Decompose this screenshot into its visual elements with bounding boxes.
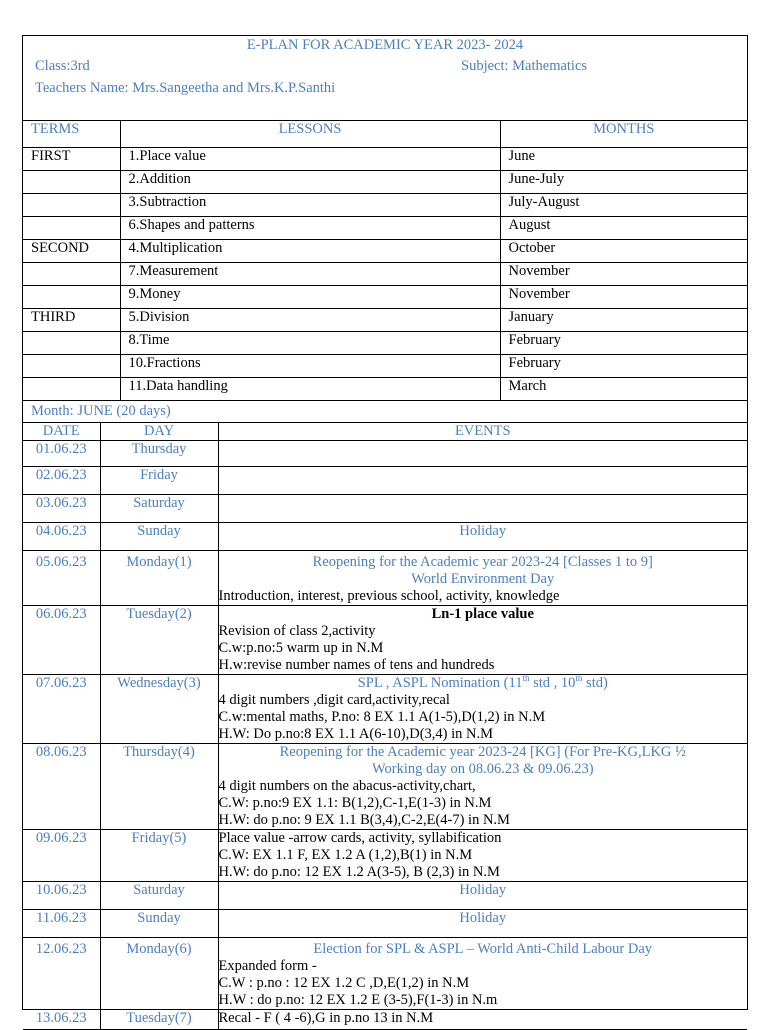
event-line: Expanded form - <box>218 958 317 974</box>
event-line: 4 digit numbers ,digit card,activity,recal <box>218 692 450 708</box>
table-row <box>23 217 747 240</box>
events-cell <box>218 495 747 523</box>
events-cell <box>218 1010 747 1030</box>
month-row <box>23 401 747 423</box>
event-line: H.W : do p.no: 12 EX 1.2 E (3-5),F(1-3) in N.m <box>218 992 498 1008</box>
date-cell: 05.06.23 <box>23 551 100 606</box>
event-title: Election for SPL & ASPL – World Anti-Child Labour Day <box>313 941 653 957</box>
month-cell: June <box>500 148 747 171</box>
date-cell: 04.06.23 <box>23 523 100 551</box>
day-cell: Monday(1) <box>100 551 218 606</box>
event-title <box>219 675 748 692</box>
header-day: DAY <box>100 423 218 441</box>
term-cell <box>23 171 120 194</box>
lesson-cell: 6.Shapes and patterns <box>120 217 500 240</box>
lesson-heading: Ln-1 place value <box>431 606 534 622</box>
holiday-label: Holiday <box>218 910 747 938</box>
superscript: th <box>575 673 583 684</box>
date-cell: 01.06.23 <box>23 441 100 467</box>
event-line: C.W: EX 1.1 F, EX 1.2 A (1,2),B(1) in N.M <box>218 847 473 863</box>
table-row <box>23 910 747 938</box>
table-row <box>23 240 747 263</box>
term-cell <box>23 217 120 240</box>
table-row <box>23 171 747 194</box>
events-cell <box>218 938 747 1010</box>
day-cell: Sunday <box>100 910 218 938</box>
table-row <box>23 675 747 744</box>
day-cell: Friday <box>100 467 218 495</box>
day-cell: Tuesday(7) <box>100 1010 218 1030</box>
lesson-cell: 9.Money <box>120 286 500 309</box>
header-months: MONTHS <box>500 121 747 148</box>
table-row <box>23 467 747 495</box>
table-row <box>23 882 747 910</box>
events-table <box>23 401 747 1030</box>
event-line: Recal - F ( 4 -6),G in p.no 13 in N.M <box>218 1010 434 1026</box>
day-cell: Saturday <box>100 495 218 523</box>
term-cell: SECOND <box>23 240 120 263</box>
table-row <box>23 148 747 171</box>
month-cell: August <box>500 217 747 240</box>
event-line: C.W : p.no : 12 EX 1.2 C ,D,E(1,2) in N.M <box>218 975 470 991</box>
event-line: Introduction, interest, previous school, activity, knowledge <box>218 588 560 604</box>
event-line: H.W: Do p.no:8 EX 1.1 A(6-10),D(3,4) in N.M <box>218 726 494 742</box>
events-cell <box>218 606 747 675</box>
events-cell <box>218 441 747 467</box>
date-cell: 02.06.23 <box>23 467 100 495</box>
table-row <box>23 309 747 332</box>
month-cell: February <box>500 332 747 355</box>
plan-title: E-PLAN FOR ACADEMIC YEAR 2023- 2024 <box>246 37 524 53</box>
date-cell: 11.06.23 <box>23 910 100 938</box>
lesson-cell: 1.Place value <box>120 148 500 171</box>
lesson-cell: 10.Fractions <box>120 355 500 378</box>
day-cell: Friday(5) <box>100 830 218 882</box>
table-row <box>23 286 747 309</box>
term-cell: FIRST <box>23 148 120 171</box>
table-row <box>23 495 747 523</box>
table-row <box>23 194 747 217</box>
day-cell: Thursday(4) <box>100 744 218 830</box>
table-row <box>23 830 747 882</box>
lesson-cell: 4.Multiplication <box>120 240 500 263</box>
date-cell: 08.06.23 <box>23 744 100 830</box>
event-line: Place value -arrow cards, activity, syllabification <box>218 830 502 846</box>
month-label: Month: JUNE (20 days) <box>23 401 747 423</box>
lesson-cell: 5.Division <box>120 309 500 332</box>
events-cell <box>218 744 747 830</box>
date-cell: 06.06.23 <box>23 606 100 675</box>
date-cell: 03.06.23 <box>23 495 100 523</box>
class-label: Class:3rd <box>35 58 90 74</box>
month-cell: November <box>500 263 747 286</box>
table-row <box>23 263 747 286</box>
table-row <box>23 744 747 830</box>
term-cell <box>23 286 120 309</box>
day-cell: Thursday <box>100 441 218 467</box>
date-cell: 09.06.23 <box>23 830 100 882</box>
plan-header <box>23 36 747 121</box>
events-cell <box>218 551 747 606</box>
events-cell <box>218 675 747 744</box>
lesson-cell: 11.Data handling <box>120 378 500 401</box>
day-cell: Monday(6) <box>100 938 218 1010</box>
event-line: H.w:revise number names of tens and hundreds <box>218 657 495 673</box>
event-line: C.w:mental maths, P.no: 8 EX 1.1 A(1-5),D(1,2) in N.M <box>218 709 546 725</box>
header-lessons: LESSONS <box>120 121 500 148</box>
term-cell <box>23 263 120 286</box>
table-row <box>23 938 747 1010</box>
event-title: Reopening for the Academic year 2023-24 [KG] (For Pre-KG,LKG ½ <box>279 744 686 760</box>
event-line: H.W: do p.no: 12 EX 1.2 A(3-5), B (2,3) in N.M <box>218 864 500 880</box>
date-cell: 12.06.23 <box>23 938 100 1010</box>
month-cell: November <box>500 286 747 309</box>
title-part: std , 10 <box>529 675 576 691</box>
day-cell: Saturday <box>100 882 218 910</box>
terms-table <box>23 121 747 401</box>
document-page <box>22 35 748 1026</box>
header-events: EVENTS <box>218 423 747 441</box>
table-row <box>23 441 747 467</box>
event-line: C.W: p.no:9 EX 1.1: B(1,2),C-1,E(1-3) in N.M <box>218 795 492 811</box>
event-line: C.w:p.no:5 warm up in N.M <box>218 640 384 656</box>
title-part: SPL , ASPL Nomination (11 <box>357 675 523 691</box>
table-row <box>23 606 747 675</box>
header-date: DATE <box>23 423 100 441</box>
event-title: World Environment Day <box>411 571 555 587</box>
teachers-label: Teachers Name: Mrs.Sangeetha and Mrs.K.P.Santhi <box>35 80 336 96</box>
term-cell: THIRD <box>23 309 120 332</box>
terms-header-row <box>23 121 747 148</box>
date-cell: 13.06.23 <box>23 1010 100 1030</box>
events-cell <box>218 830 747 882</box>
term-cell <box>23 378 120 401</box>
lesson-cell: 3.Subtraction <box>120 194 500 217</box>
event-title: Working day on 08.06.23 & 09.06.23) <box>371 761 594 777</box>
month-cell: January <box>500 309 747 332</box>
title-part: std) <box>582 675 608 691</box>
day-cell: Tuesday(2) <box>100 606 218 675</box>
table-row <box>23 332 747 355</box>
day-cell: Wednesday(3) <box>100 675 218 744</box>
table-row <box>23 1010 747 1030</box>
holiday-label: Holiday <box>218 523 747 551</box>
lesson-cell: 8.Time <box>120 332 500 355</box>
date-cell: 10.06.23 <box>23 882 100 910</box>
date-cell: 07.06.23 <box>23 675 100 744</box>
term-cell <box>23 194 120 217</box>
superscript: th <box>522 673 530 684</box>
event-line: 4 digit numbers on the abacus-activity,chart, <box>218 778 476 794</box>
month-cell: February <box>500 355 747 378</box>
event-title: Reopening for the Academic year 2023-24 [Classes 1 to 9] <box>312 554 653 570</box>
table-row <box>23 523 747 551</box>
term-cell <box>23 332 120 355</box>
month-cell: June-July <box>500 171 747 194</box>
lesson-cell: 2.Addition <box>120 171 500 194</box>
month-cell: October <box>500 240 747 263</box>
table-row <box>23 378 747 401</box>
month-cell: March <box>500 378 747 401</box>
events-cell <box>218 467 747 495</box>
table-row <box>23 551 747 606</box>
term-cell <box>23 355 120 378</box>
header-terms: TERMS <box>23 121 120 148</box>
lesson-cell: 7.Measurement <box>120 263 500 286</box>
month-cell: July-August <box>500 194 747 217</box>
table-row <box>23 355 747 378</box>
day-cell: Sunday <box>100 523 218 551</box>
subject-label: Subject: Mathematics <box>461 58 588 74</box>
event-line: Revision of class 2,activity <box>218 623 376 639</box>
holiday-label: Holiday <box>218 882 747 910</box>
events-header-row <box>23 423 747 441</box>
event-line: H.W: do p.no: 9 EX 1.1 B(3,4),C-2,E(4-7) in N.M <box>218 812 510 828</box>
